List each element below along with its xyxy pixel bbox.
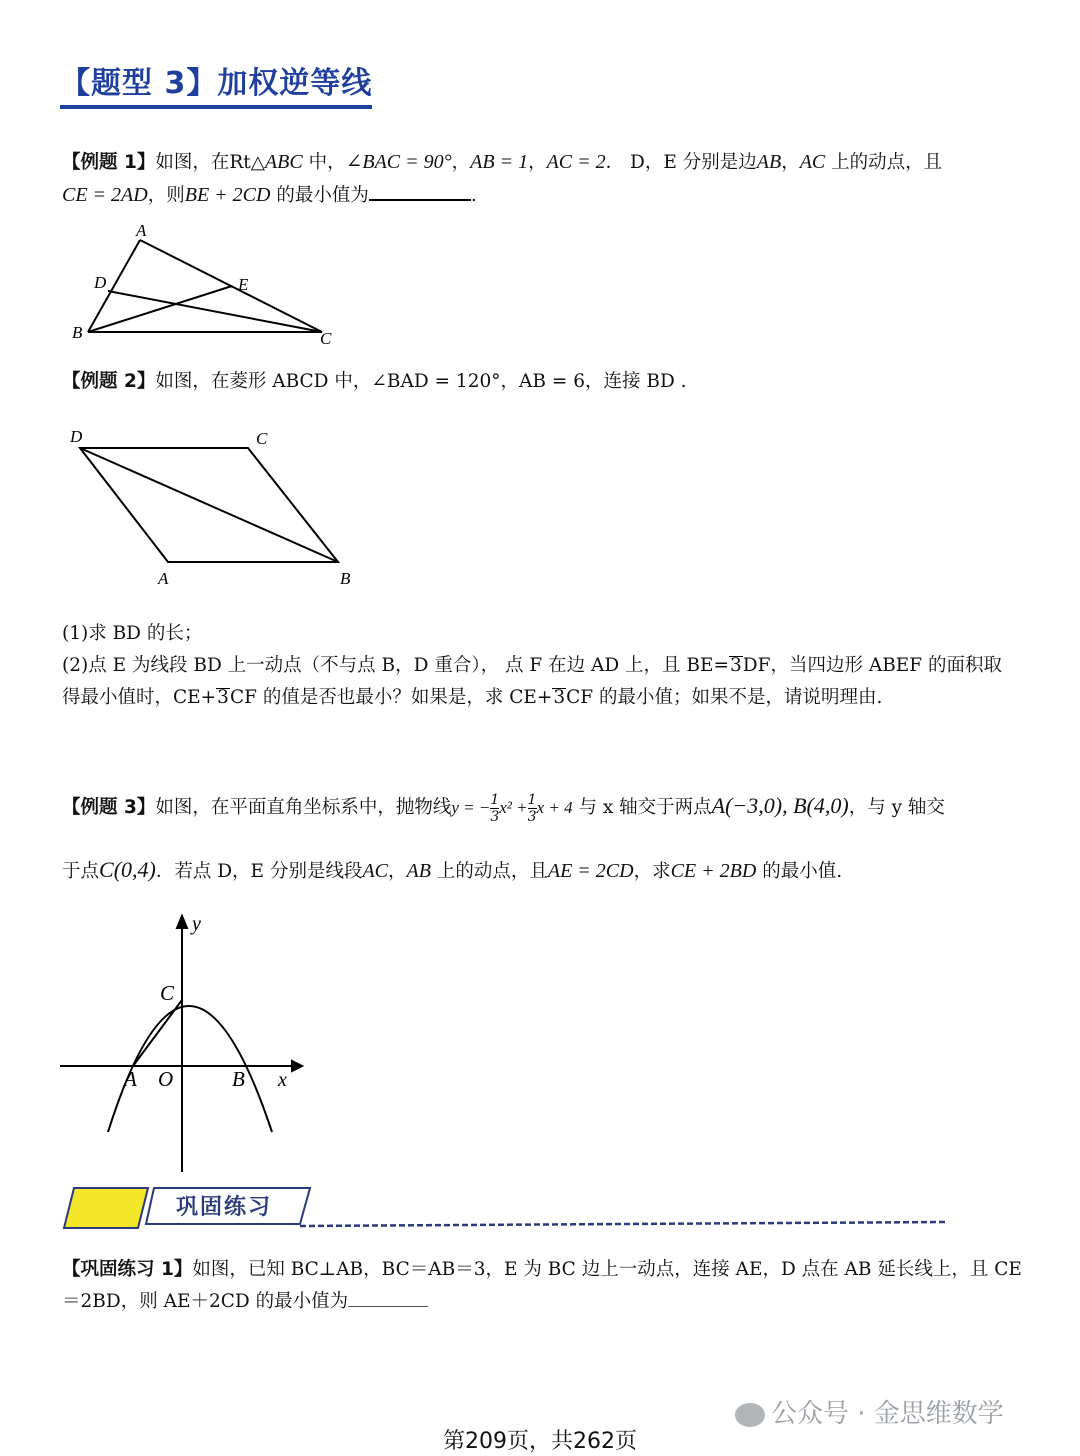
math: AC [799,151,826,173]
text: 上的动点，且 [825,152,943,173]
example-3-label: 【例题 3】 [62,797,156,818]
text: 上的动点，且 [430,861,548,882]
question-2 [62,650,1027,682]
text: ＝2BD，则 AE＋2CD 的最小值为 [62,1291,349,1312]
math: A(−3,0), B(4,0) [711,793,849,818]
math: AB = 1 [470,151,529,173]
sqrt: 3 [730,655,742,676]
text: ， [388,861,407,882]
label-C: C [320,329,332,348]
label-E: E [238,275,249,294]
math: x² + [499,798,528,817]
math: AC = 2 [546,151,606,173]
text: 与 x 轴交于两点 [572,797,712,818]
figure-rhombus [62,424,362,590]
math: y = − [451,798,491,817]
text: 如图，在平面直角坐标系中，抛物线 [155,797,452,818]
math: ∠BAC = 90° [345,151,452,173]
axis-label-y: y [192,913,201,935]
math: CE = 2AD [62,184,148,206]
label-B: B [232,1067,245,1091]
practice-section-label: 巩固练习 [176,1195,273,1220]
section-title: 【题型 3】加权逆等线 [60,64,372,109]
label-A: A [158,569,169,588]
math: AB [406,860,431,882]
watermark-text: 公众号 · 金思维数学 [771,1399,1004,1429]
practice-1 [62,1254,1027,1318]
text: 如图，在Rt△ [155,152,265,173]
text: (2)点 E 为线段 BD 上一动点（不与点 B，D 重合）， 点 F 在边 AD 上，且 BE= [62,655,730,676]
text: 中， [302,152,346,173]
example-3 [62,786,1027,892]
sqrt: 3 [553,687,566,708]
label-C: C [256,429,268,448]
text: ，则 [147,185,185,206]
text: ， [528,152,547,173]
text: 如图，已知 BC⊥AB，BC＝AB＝3，E 为 BC 边上一动点，连接 AE，D 点在 AB 延长线上，且 CE [192,1259,1022,1280]
answer-blank[interactable] [348,1288,428,1307]
wechat-icon [735,1403,765,1427]
text: ，求 [633,861,671,882]
label-O: O [158,1067,174,1091]
text: 的最小值为 [270,185,369,206]
text: DF，当四边形 ABEF 的面积取 [742,655,1003,676]
figure-parabola [56,910,306,1180]
math: x + 4 [536,798,573,817]
math: C(0,4) [99,857,156,882]
practice-1-label: 【巩固练习 1】 [62,1259,193,1280]
math: AC [362,860,389,882]
label-B: B [340,569,351,588]
text: ．若点 D，E 分别是线段 [155,861,363,882]
example-1 [62,146,1027,212]
text: ． D，E 分别是边 [605,152,757,173]
text: 得最小值时，CE+ [62,687,217,708]
page-footer: 第209页，共262页 [443,1429,637,1454]
math: BE + 2CD [184,184,271,206]
figure-triangle [60,218,350,350]
math: AE = 2CD [547,860,634,882]
fraction: $\frac{1}{3}$ [527,791,537,825]
label-B: B [72,323,83,342]
text: CF 的最小值；如果不是，请说明理由. [566,687,883,708]
axis-label-x: x [278,1069,287,1091]
example-2-questions [62,618,1027,714]
label-C: C [160,981,175,1005]
text: CF 的值是否也最小？如果是，求 CE+ [229,687,553,708]
text: . [470,185,477,206]
example-2 [62,366,1027,398]
math: CE + 2BD [670,860,757,882]
label-A: A [124,1067,137,1091]
text: ， [781,152,800,173]
text: 如图，在菱形 ABCD 中，∠BAD = 120°，AB = 6，连接 BD . [155,371,687,392]
sqrt: 3 [217,687,229,708]
example-1-label: 【例题 1】 [62,152,156,173]
label-A: A [136,221,147,240]
text: ，与 y 轴交 [848,797,945,818]
fraction: $\frac{1}{3}$ [490,791,500,825]
text: ， [451,152,471,173]
question-1: (1)求 BD 的长； [62,623,203,644]
answer-blank[interactable] [369,179,471,201]
text: 于点 [62,861,100,882]
math: ABC [264,151,303,173]
text: 的最小值. [756,861,843,882]
label-D: D [94,273,107,292]
example-2-label: 【例题 2】 [62,371,156,392]
math: AB [756,151,782,173]
label-D: D [70,427,83,446]
